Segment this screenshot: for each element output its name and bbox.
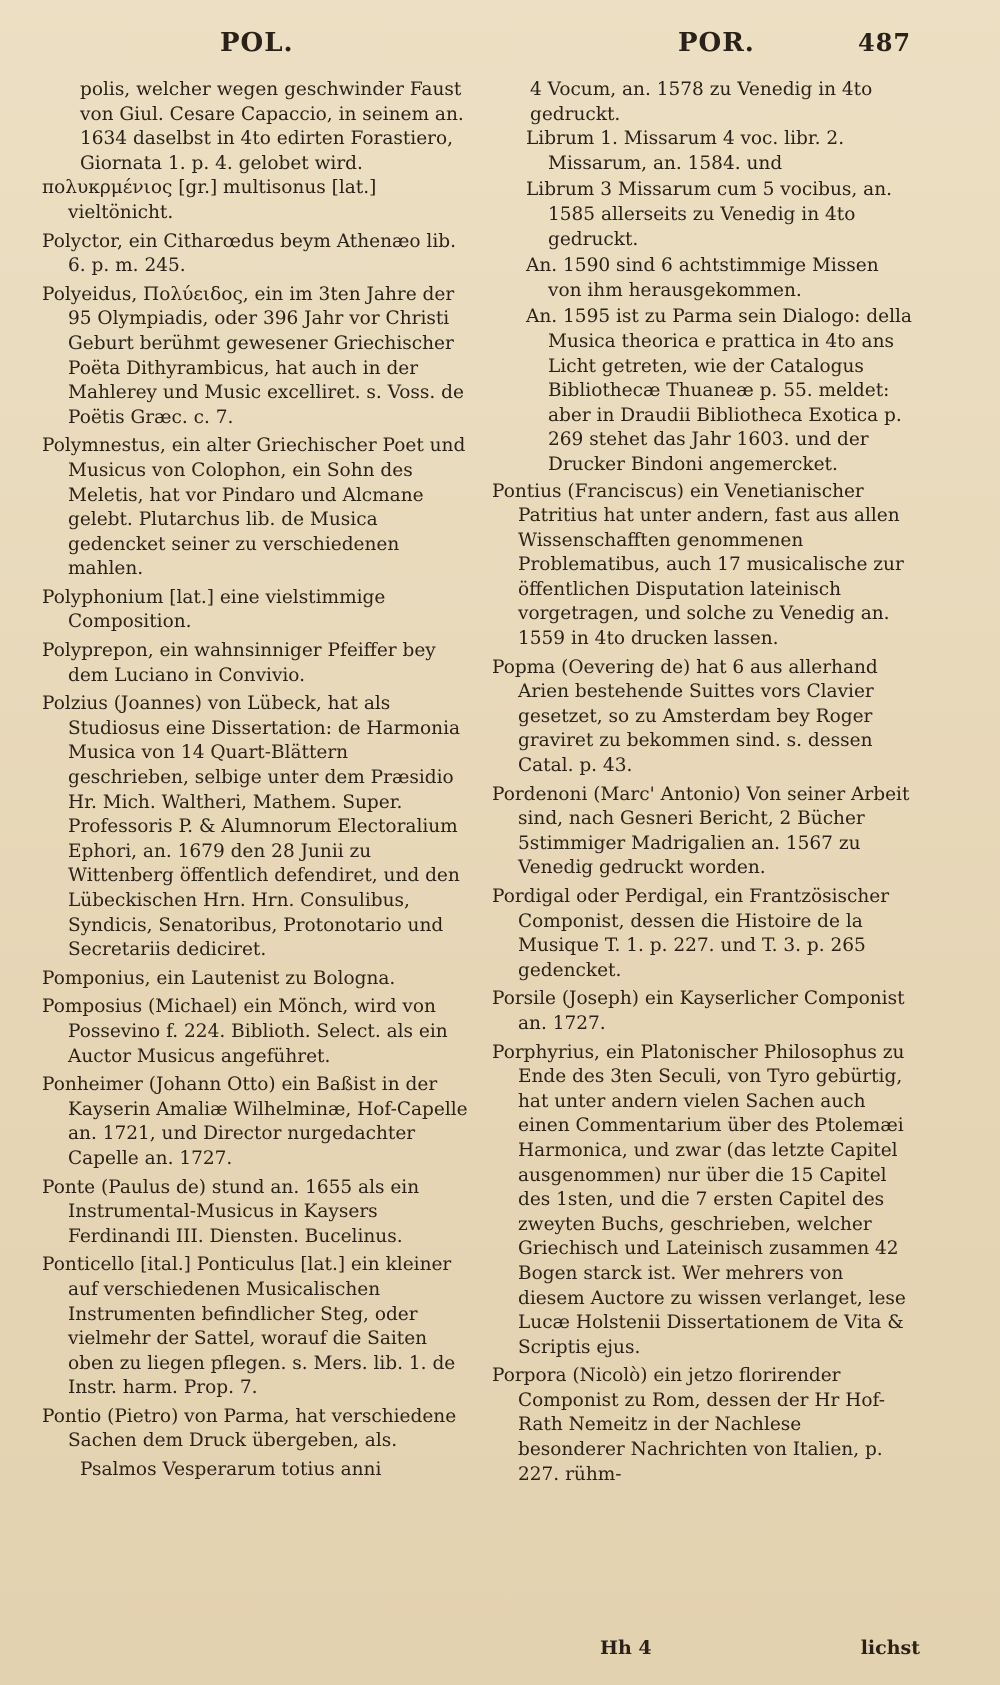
dictionary-entry: Librum 3 Missarum cum 5 vocibus, an. 1585 allerseits zu Venedig in 4to gedruckt.: [526, 179, 892, 250]
dictionary-entry: Ponte (Paulus de) stund an. 1655 als ein Instrumental-Musicus in Kaysers Ferdinandi III. Diensten. Bucelinus.: [42, 1176, 420, 1247]
dictionary-entry: Pomponius, ein Lautenist zu Bologna.: [42, 967, 396, 989]
dictionary-entry: Polymnestus, ein alter Griechischer Poet und Musicus von Colophon, ein Sohn des Meletis, hat vor Pindaro und Alcmane gelebt. Plutarchus lib. de Musica gedencket seiner zu verschiedenen mahlen.: [42, 435, 466, 580]
dictionary-entry: Polyctor, ein Citharœdus beym Athenæo lib. 6. p. m. 245.: [42, 230, 456, 277]
header-middle: POR.: [678, 28, 755, 58]
dictionary-entry: Pomposius (Michael) ein Mönch, wird von Possevino f. 224. Biblioth. Select. als ein Auctor Musicus angeführet.: [42, 996, 448, 1067]
dictionary-entry: Pordenoni (Marc' Antonio) Von seiner Arbeit sind, nach Gesneri Bericht, 2 Bücher 5stimmiger Madrigalien an. 1567 zu Venedig gedruckt worden.: [492, 783, 910, 879]
dictionary-entry: Polyphonium [lat.] eine vielstimmige Composition.: [42, 586, 386, 633]
dictionary-entry: Porphyrius, ein Platonischer Philosophus zu Ende des 3ten Seculi, von Tyro gebürtig, hat unter andern vielen Sachen auch einen Commentarium über des Ptolemæi Harmonica, und zwar (das letzte Capitel ausgenommen) nur über die 15 Capitel des 1sten, und die 7 ersten Capitel des zweyten Buchs, geschrieben, welcher Griechisch und Lateinisch zusammen 42 Bogen starck ist. Wer mehrers von diesem Auctore zu wissen verlanget, lese Lucæ Holstenii Dissertationem de Vita & Scriptis ejus.: [492, 1041, 906, 1358]
dictionary-entry: Ponheimer (Johann Otto) ein Baßist in der Kayserin Amaliæ Wilhelminæ, Hof-Capelle an. 1721, und Director nurgedachter Capelle an. 1727.: [42, 1074, 468, 1169]
signature-mark: Hh 4: [600, 1637, 652, 1659]
dictionary-entry: Popma (Oevering de) hat 6 aus allerhand Arien bestehende Suittes vors Clavier gesetzet, so zu Amsterdam bey Roger graviret zu bekommen sind. s. dessen Catal. p. 43.: [492, 656, 878, 777]
running-header: [0, 28, 1000, 68]
dictionary-entry: Porsile (Joseph) ein Kayserlicher Componist an. 1727.: [492, 988, 905, 1034]
dictionary-entry: πολυκρμένιος [gr.] multisonus [lat.] vieltönicht.: [42, 177, 377, 223]
left-column: [42, 78, 472, 1483]
dictionary-entry: Ponticello [ital.] Ponticulus [lat.] ein kleiner auf verschiedenen Musicalischen Instrumenten befindlicher Steg, oder vielmehr der Sattel, worauf die Saiten oben zu liegen pflegen. s. Mers. lib. 1. de Instr. harm. Prop. 7.: [42, 1254, 456, 1399]
dictionary-entry: Pontio (Pietro) von Parma, hat verschiedene Sachen dem Druck übergeben, als.: [42, 1405, 457, 1452]
dictionary-entry: Psalmos Vesperarum totius anni: [80, 1459, 382, 1481]
dictionary-entry: Librum 1. Missarum 4 voc. libr. 2. Missarum, an. 1584. und: [526, 128, 845, 174]
dictionary-entry: Porpora (Nicolò) ein jetzo florirender Componist zu Rom, dessen der Hr Hof-Rath Nemeitz in der Nachlese besonderer Nachrichten von Italien, p. 227. rühm-: [492, 1365, 885, 1485]
dictionary-entry: Pontius (Franciscus) ein Venetianischer Patritius hat unter andern, fast aus allen Wissenschafften genommenen Problematibus, auch 17 musicalische zur öffentlichen Disputation lateinisch vorgetragen, und solche zu Venedig an. 1559 in 4to drucken lassen.: [492, 480, 904, 650]
right-column: [492, 78, 912, 1491]
dictionary-entry: Pordigal oder Perdigal, ein Frantzösischer Componist, dessen die Histoire de la Musique T. 1. p. 227. und T. 3. p. 265 gedencket.: [492, 886, 890, 981]
catchword: lichst: [860, 1637, 920, 1659]
dictionary-entry: An. 1590 sind 6 achtstimmige Missen von ihm herausgekommen.: [526, 255, 879, 301]
dictionary-entry: polis, welcher wegen geschwinder Faust von Giul. Cesare Capaccio, in seinem an. 1634 daselbst in 4to edirten Forastiero, Giornata 1. p. 4. gelobet wird.: [80, 79, 464, 174]
dictionary-entry: Polzius (Joannes) von Lübeck, hat als Studiosus eine Dissertation: de Harmonia Musica von 14 Quart-Blättern geschrieben, selbige unter dem Præsidio Hr. Mich. Waltheri, Mathem. Super. Professoris P. & Alumnorum Electoralium Ephori, an. 1679 den 28 Junii zu Wittenberg öffentlich defendiret, und den Lübeckischen Hrn. Hrn. Consulibus, Syndicis, Senatoribus, Protonotario und Secretariis dediciret.: [42, 693, 461, 961]
page-footer: [600, 1637, 920, 1663]
dictionary-entry: Polyeidus, Πολύειδος, ein im 3ten Jahre der 95 Olympiadis, oder 396 Jahr vor Christi Geburt berühmt gewesener Griechischer Poëta Dithyrambicus, hat auch in der Mahlerey und Music excelliret. s. Voss. de Poëtis Græc. c. 7.: [42, 283, 464, 428]
page-number: 487: [858, 28, 912, 57]
dictionary-entry: 4 Vocum, an. 1578 zu Venedig in 4to gedruckt.: [530, 79, 873, 125]
header-left: POL.: [220, 28, 294, 58]
dictionary-entry: An. 1595 ist zu Parma sein Dialogo: della Musica theorica e prattica in 4to ans Licht getreten, wie der Catalogus Bibliothecæ Thuaneæ p. 55. meldet: aber in Draudii Bibliotheca Exotica p. 269 stehet das Jahr 1603. und der Drucker Bindoni angemercket.: [526, 306, 912, 475]
dictionary-entry: Polyprepon, ein wahnsinniger Pfeiffer bey dem Luciano in Convivio.: [42, 640, 436, 686]
